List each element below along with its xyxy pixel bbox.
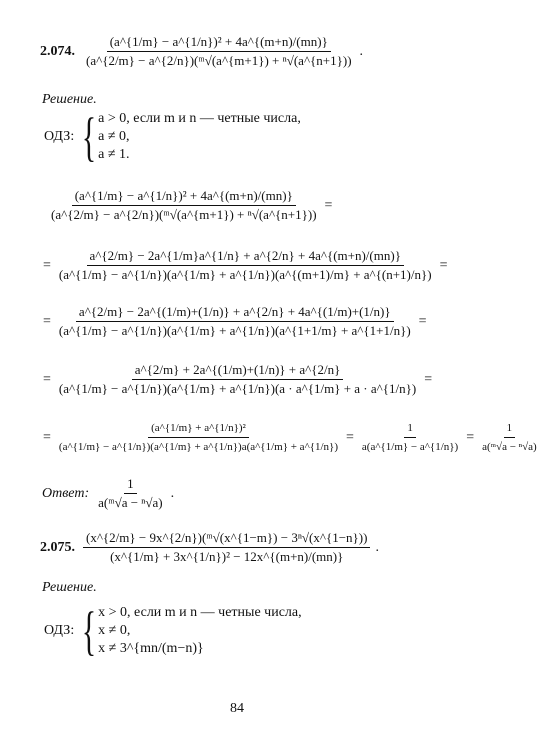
odz-cases bbox=[98, 110, 301, 164]
problem-2075 bbox=[40, 530, 382, 565]
step-fraction bbox=[56, 304, 414, 339]
step-equals: = bbox=[424, 371, 433, 387]
derivation-step bbox=[40, 304, 430, 339]
odz-case: a ≠ 1. bbox=[98, 147, 130, 162]
step-fraction bbox=[56, 420, 341, 455]
brace-icon: { bbox=[82, 107, 97, 167]
step-equals: = bbox=[324, 197, 333, 213]
odz-case: a > 0, если m и n — четные числа, bbox=[98, 111, 301, 126]
step-equals: = bbox=[466, 429, 475, 445]
answer-label: Ответ: bbox=[42, 485, 90, 501]
answer-denominator: a(ᵐ√a − ⁿ√a) bbox=[98, 495, 163, 510]
answer-fraction bbox=[95, 476, 166, 511]
step-fraction bbox=[56, 362, 419, 397]
odz-case: x ≠ 0, bbox=[98, 623, 131, 638]
odz-cases bbox=[98, 604, 301, 658]
step-denominator: (a^{1/m} − a^{1/n})(a^{1/m} + a^{1/n})(a · a^{1/m} + a · a^{1/n}) bbox=[58, 381, 417, 396]
step-prefix: = bbox=[43, 429, 51, 445]
step-fraction bbox=[479, 420, 540, 455]
answer-tail: . bbox=[170, 485, 175, 501]
derivation-step bbox=[40, 188, 335, 223]
odz-case: a ≠ 0, bbox=[98, 129, 130, 144]
odz-case: x ≠ 3^{mn/(m−n)} bbox=[98, 641, 204, 656]
problem-fraction bbox=[83, 34, 355, 69]
odz-block-1 bbox=[44, 107, 301, 167]
derivation-step bbox=[40, 362, 435, 397]
step-fraction bbox=[48, 188, 320, 223]
odz-case: x > 0, если m и n — четные числа, bbox=[98, 605, 302, 620]
step-prefix: = bbox=[43, 257, 51, 273]
problem-numerator: (a^{1/m} − a^{1/n})² + 4a^{(m+n)/(mn)} bbox=[107, 34, 331, 52]
solution-label: Решение. bbox=[42, 580, 97, 595]
answer-numerator: 1 bbox=[124, 476, 137, 494]
step-numerator: (a^{1/m} − a^{1/n})² + 4a^{(m+n)/(mn)} bbox=[72, 188, 296, 206]
solution-label: Решение. bbox=[42, 92, 97, 107]
derivation-step bbox=[40, 248, 450, 283]
step-denominator: a(ᵐ√a − ⁿ√a) bbox=[482, 441, 537, 453]
step-denominator: (a^{1/m} − a^{1/n})(a^{1/m} + a^{1/n})(a^{(m+1)/m} + a^{(n+1)/n}) bbox=[58, 267, 432, 282]
step-equals: = bbox=[418, 313, 427, 329]
problem-tail: . bbox=[375, 539, 379, 555]
problem-fraction bbox=[83, 530, 370, 565]
step-numerator: 1 bbox=[404, 420, 416, 438]
step-denominator: (a^{2/m} − a^{2/n})(ᵐ√(a^{m+1}) + ⁿ√(a^{n+1})) bbox=[51, 207, 317, 222]
problem-2074 bbox=[40, 34, 366, 69]
odz-label: ОДЗ: bbox=[44, 623, 75, 638]
problem-number: 2.074. bbox=[40, 43, 75, 59]
step-denominator: (a^{1/m} − a^{1/n})(a^{1/m} + a^{1/n})(a^{1+1/m} + a^{1+1/n}) bbox=[58, 323, 411, 338]
step-numerator: a^{2/m} − 2a^{(1/m)+(1/n)} + a^{2/n} + 4a^{(1/m)+(1/n)} bbox=[76, 304, 394, 322]
problem-tail: . bbox=[359, 43, 364, 59]
step-equals: = bbox=[346, 429, 354, 445]
odz-block-2 bbox=[44, 601, 302, 661]
step-numerator: a^{2/m} − 2a^{1/m}a^{1/n} + a^{2/n} + 4a^{(m+n)/(mn)} bbox=[87, 248, 404, 266]
step-numerator: (a^{1/m} + a^{1/n})² bbox=[148, 420, 249, 438]
step-prefix: = bbox=[43, 313, 51, 329]
step-numerator: a^{2/m} + 2a^{(1/m)+(1/n)} + a^{2/n} bbox=[132, 362, 344, 380]
step-prefix: = bbox=[43, 371, 51, 387]
step-equals: = bbox=[439, 257, 448, 273]
problem-denominator: (a^{2/m} − a^{2/n})(ᵐ√(a^{m+1}) + ⁿ√(a^{n+1})) bbox=[86, 53, 352, 68]
step-denominator: a(a^{1/m} − a^{1/n}) bbox=[361, 441, 459, 453]
derivation-final-step bbox=[40, 420, 542, 455]
step-numerator: 1 bbox=[504, 420, 516, 438]
odz-label: ОДЗ: bbox=[44, 129, 75, 144]
problem-denominator: (x^{1/m} + 3x^{1/n})² − 12x^{(m+n)/(mn)} bbox=[110, 549, 344, 564]
problem-numerator: (x^{2/m} − 9x^{2/n})(ᵐ√(x^{1−m}) − 3ⁿ√(x^{1−n})) bbox=[83, 530, 370, 548]
step-denominator: (a^{1/m} − a^{1/n})(a^{1/m} + a^{1/n})a(a^{1/m} + a^{1/n}) bbox=[58, 441, 339, 453]
brace-icon: { bbox=[82, 601, 97, 661]
answer-2074 bbox=[42, 476, 177, 511]
step-fraction bbox=[359, 420, 461, 455]
page-number: 84 bbox=[230, 701, 244, 716]
problem-number: 2.075. bbox=[40, 539, 75, 555]
step-fraction bbox=[56, 248, 435, 283]
